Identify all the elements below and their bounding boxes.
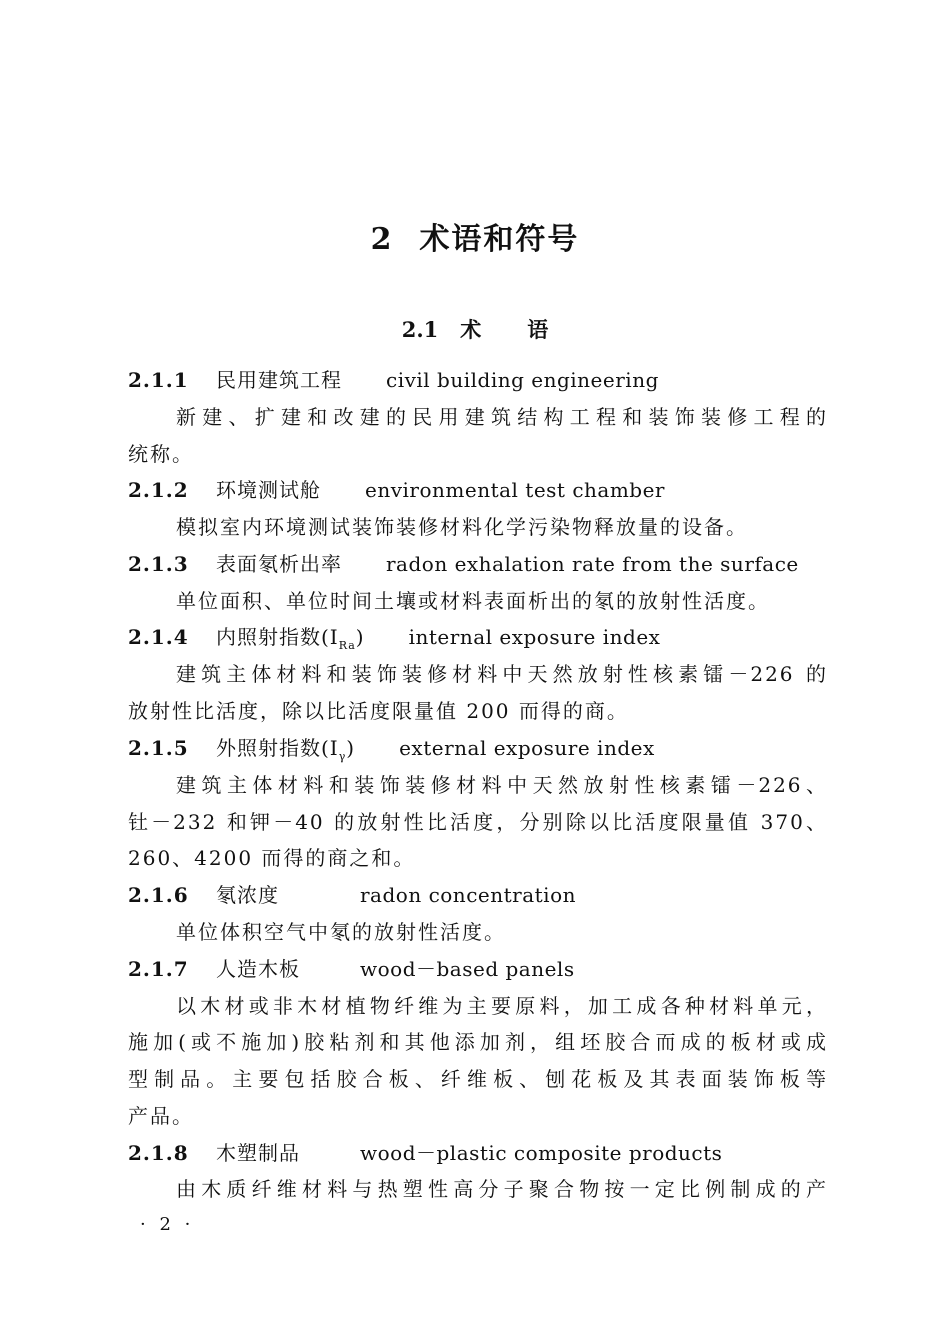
term-definition-line: 由木质纤维材料与热塑性高分子聚合物按一定比例制成的产: [176, 1177, 828, 1201]
term-definition-line: 型制品。主要包括胶合板、纤维板、刨花板及其表面装饰板等: [128, 1067, 828, 1091]
term-english: radon exhalation rate from the surface: [386, 552, 799, 576]
term-number: 2.1.5: [128, 736, 189, 760]
term-heading: [128, 551, 828, 577]
page-number: · 2 ·: [140, 1214, 195, 1235]
term-english: radon concentration: [360, 883, 576, 907]
term-chinese: 氡浓度: [216, 883, 279, 907]
term-chinese: 内照射指数$(I_{Ra})$: [216, 625, 365, 652]
chapter-title-text: 术语和符号: [419, 222, 580, 257]
term-subscript: γ: [338, 750, 347, 763]
term-definition-line: 钍－232 和钾－40 的放射性比活度，分别除以比活度限量值 370、: [128, 810, 828, 834]
term-heading: [128, 1140, 828, 1166]
section-title-char: 语: [527, 317, 549, 342]
term-definition-line: 模拟室内环境测试装饰装修材料化学污染物释放量的设备。: [176, 515, 748, 539]
term-english: internal exposure index: [408, 625, 661, 649]
term-definition-line: 建筑主体材料和装饰装修材料中天然放射性核素镭－226、: [176, 773, 828, 797]
term-definition-line: 统称。: [128, 442, 194, 466]
term-english: environmental test chamber: [365, 478, 665, 502]
term-heading: [128, 882, 828, 908]
term-number: 2.1.2: [128, 478, 189, 502]
term-definition-line: 以木材或非木材植物纤维为主要原料，加工成各种材料单元，: [176, 994, 828, 1018]
term-chinese: 表面氡析出率: [216, 552, 342, 576]
term-chinese: 人造木板: [216, 957, 300, 981]
term-chinese: 环境测试舱: [216, 478, 321, 502]
term-definition-line: 建筑主体材料和装饰装修材料中天然放射性核素镭－226 的: [176, 662, 828, 686]
chapter-title: [0, 214, 950, 258]
term-english: wood－plastic composite products: [360, 1141, 723, 1165]
term-heading: [128, 956, 828, 982]
term-heading: [128, 624, 828, 659]
section-title: [0, 314, 950, 344]
term-number: 2.1.1: [128, 368, 189, 392]
term-number: 2.1.7: [128, 957, 189, 981]
section-number: 2.1: [401, 317, 439, 342]
term-chinese: 木塑制品: [216, 1141, 300, 1165]
term-number: 2.1.4: [128, 625, 189, 649]
term-chinese: 民用建筑工程: [216, 368, 342, 392]
term-chinese: 外照射指数$(I_\gamma)$: [216, 736, 356, 763]
chapter-number: 2: [370, 222, 394, 257]
term-number: 2.1.6: [128, 883, 189, 907]
term-number: 2.1.3: [128, 552, 189, 576]
term-definition-line: 产品。: [128, 1104, 194, 1128]
term-definition-line: 新建、扩建和改建的民用建筑结构工程和装饰装修工程的: [176, 405, 828, 429]
term-definition-line: 放射性比活度，除以比活度限量值 200 而得的商。: [128, 699, 629, 723]
term-subscript: Ra: [338, 639, 356, 652]
term-number: 2.1.8: [128, 1141, 189, 1165]
term-heading: [128, 367, 828, 393]
term-definition-line: 单位体积空气中氡的放射性活度。: [176, 920, 506, 944]
term-definition-line: 单位面积、单位时间土壤或材料表面析出的氡的放射性活度。: [176, 589, 770, 613]
term-heading: [128, 735, 828, 770]
term-definition-line: 260、4200 而得的商之和。: [128, 846, 416, 870]
term-english: wood－based panels: [360, 957, 575, 981]
term-english: external exposure index: [399, 736, 655, 760]
term-definition-line: 施加(或不施加)胶粘剂和其他添加剂，组坯胶合而成的板材或成: [128, 1030, 828, 1054]
term-heading: [128, 477, 828, 503]
section-title-char: 术: [460, 317, 482, 342]
term-english: civil building engineering: [386, 368, 659, 392]
